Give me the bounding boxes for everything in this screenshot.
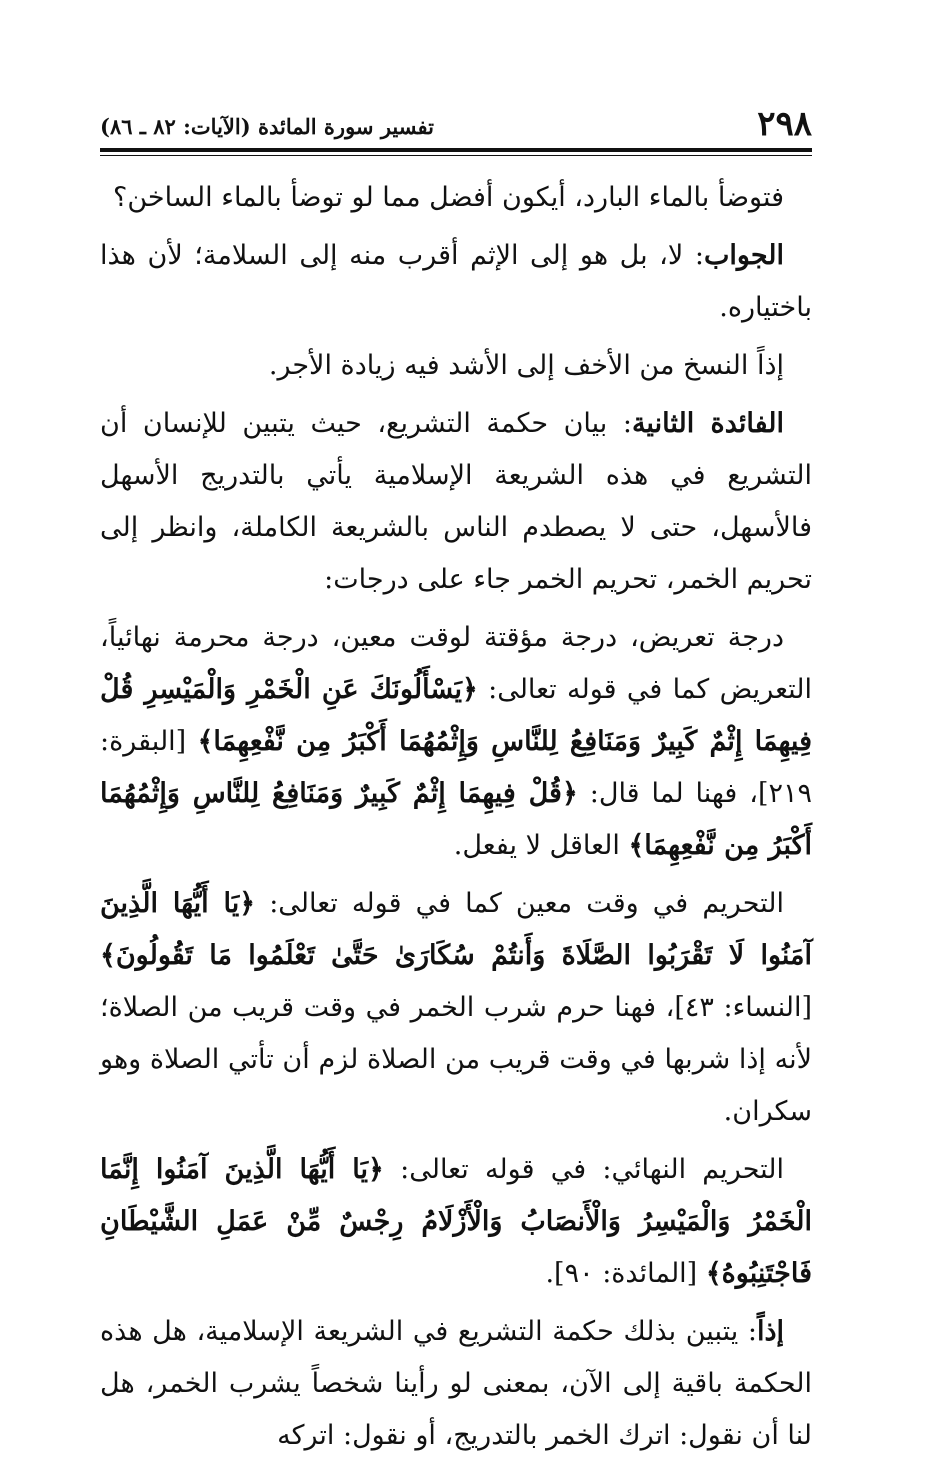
paragraph (100, 172, 812, 224)
header-rule-thick (100, 148, 812, 152)
quran-verse: ﴿يَسْأَلُونَكَ عَنِ الْخَمْرِ وَالْمَيْسِرِ قُلْ فِيهِمَا إِثْمٌ كَبِيرٌ وَمَنَافِعُ لِلنَّاسِ وَإِثْمُهُمَا أَكْبَرُ مِن نَّفْعِهِمَا﴾ (100, 674, 812, 757)
page-number: ٢٩٨ (757, 104, 812, 144)
term: إذاً (756, 1316, 784, 1347)
paragraph (100, 230, 812, 334)
term: الجواب (703, 240, 784, 271)
quran-verse: ﴿قُلْ فِيهِمَا إِثْمٌ كَبِيرٌ وَمَنَافِعُ لِلنَّاسِ وَإِثْمُهُمَا أَكْبَرُ مِن نَّفْعِهِمَا﴾ (100, 778, 812, 861)
text: [النساء: ٤٣]، فهنا حرم شرب الخمر في وقت قريب من الصلاة؛ لأنه إذا شربها في وقت قريب من الصلاة لزم أن تأتي الصلاة وهو سكران. (100, 992, 812, 1127)
paragraph (100, 340, 812, 392)
text: : لا، بل هو إلى الإثم أقرب منه إلى السلامة؛ لأن هذا باختياره. (100, 240, 812, 323)
text: [المائدة: ٩٠]. (545, 1258, 706, 1289)
book-page (100, 100, 812, 1468)
term: الفائدة الثانية (631, 408, 784, 439)
header-rule-thin (100, 155, 812, 156)
running-head-title: تفسير سورة المائدة (الآيات: ٨٢ ـ ٨٦) (100, 114, 434, 139)
paragraph (100, 612, 812, 872)
text: العاقل لا يفعل. (453, 830, 629, 861)
text: [البقرة: ٢١٩]، فهنا لما قال: (100, 726, 812, 809)
paragraph (100, 878, 812, 1138)
text: إذاً النسخ من الأخف إلى الأشد فيه زيادة الأجر. (268, 350, 784, 381)
paragraph (100, 1306, 812, 1462)
body-text (100, 172, 812, 1462)
text: : يتبين بذلك حكمة التشريع في الشريعة الإسلامية، هل هذه الحكمة باقية إلى الآن، بمعنى لو رأينا شخصاً يشرب الخمر، هل لنا أن نقول: اترك الخمر بالتدريج، أو نقول: اتركه (100, 1316, 812, 1451)
quran-verse: ﴿يَا أَيُّهَا الَّذِينَ آمَنُوا إِنَّمَا الْخَمْرُ وَالْمَيْسِرُ وَالْأَنصَابُ وَالْأَزْلَامُ رِجْسٌ مِّنْ عَمَلِ الشَّيْطَانِ فَاجْتَنِبُوهُ﴾ (100, 1154, 812, 1289)
quran-verse: ﴿يَا أَيُّهَا الَّذِينَ آمَنُوا لَا تَقْرَبُوا الصَّلَاةَ وَأَنتُمْ سُكَارَىٰ حَتَّىٰ تَعْلَمُوا مَا تَقُولُونَ﴾ (100, 888, 812, 971)
text: التحريم في وقت معين كما في قوله تعالى: (255, 888, 784, 919)
running-head (100, 100, 812, 148)
text: : بيان حكمة التشريع، حيث يتبين للإنسان أن التشريع في هذه الشريعة الإسلامية يأتي بالتدريج الأسهل فالأسهل، حتى لا يصطدم الناس بالشريعة الكاملة، وانظر إلى تحريم الخمر، تحريم الخمر جاء على درجات: (100, 408, 812, 595)
text: فتوضأ بالماء البارد، أيكون أفضل مما لو توضأ بالماء الساخن؟ (113, 182, 784, 213)
paragraph (100, 1144, 812, 1300)
paragraph (100, 398, 812, 606)
text: التحريم النهائي: في قوله تعالى: (383, 1154, 784, 1185)
text: درجة تعريض، درجة مؤقتة لوقت معين، درجة محرمة نهائياً، التعريض كما في قوله تعالى: (100, 622, 812, 705)
